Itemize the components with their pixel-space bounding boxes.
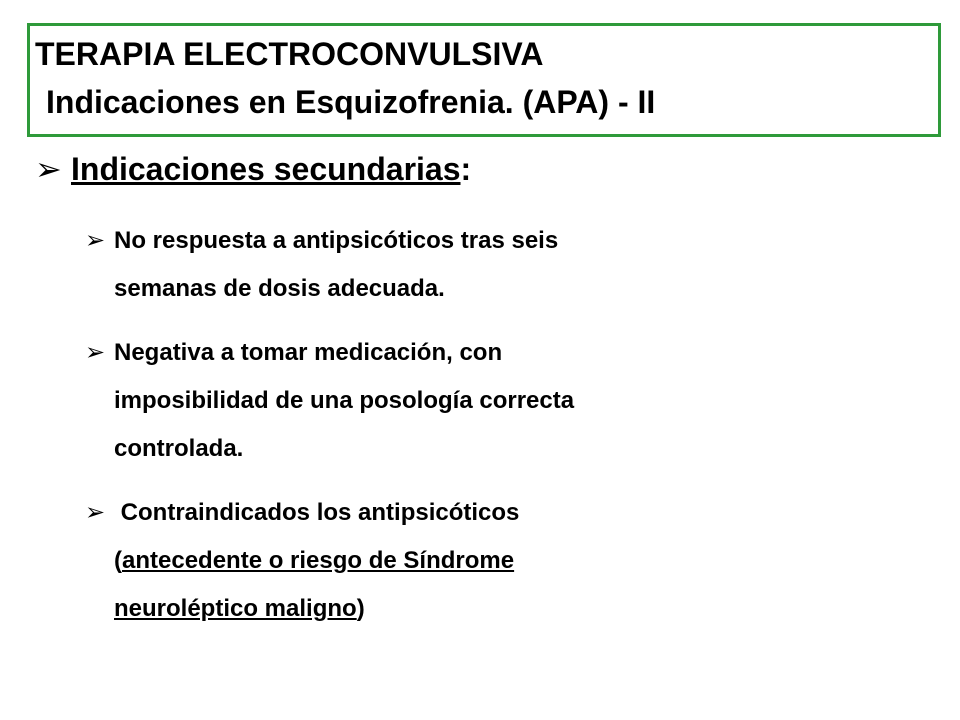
list-item-text	[114, 585, 805, 633]
list-item	[85, 329, 805, 473]
list-item-text: controlada.	[114, 435, 244, 462]
slide-title: TERAPIA ELECTROCONVULSIVA	[35, 36, 544, 72]
arrow-bullet-icon: ➢	[85, 499, 106, 526]
list-item-text	[114, 537, 805, 585]
underlined-text: neuroléptico maligno	[114, 595, 357, 622]
section-heading	[35, 150, 471, 188]
arrow-bullet-icon: ➢	[85, 227, 106, 254]
bullet-list	[85, 217, 805, 649]
list-item-text: semanas de dosis adecuada.	[114, 275, 445, 302]
underlined-text: antecedente o riesgo de Síndrome	[122, 547, 515, 574]
list-item-text: Negativa a tomar medicación, con	[114, 339, 503, 366]
section-heading-label: Indicaciones secundarias	[71, 151, 461, 187]
arrow-bullet-icon: ➢	[85, 339, 106, 366]
list-item-text: No respuesta a antipsicóticos tras seis	[114, 227, 559, 254]
list-item	[85, 217, 805, 313]
close-paren: )	[356, 595, 365, 622]
slide-subtitle: Indicaciones en Esquizofrenia. (APA) - II	[46, 84, 656, 120]
open-paren: (	[114, 547, 122, 574]
list-item-text: Contraindicados los antipsicóticos	[114, 499, 520, 526]
list-item-text: imposibilidad de una posología correcta	[114, 387, 575, 414]
section-heading-colon: :	[460, 151, 472, 187]
arrow-bullet-icon: ➢	[35, 151, 62, 187]
list-item	[85, 489, 805, 633]
